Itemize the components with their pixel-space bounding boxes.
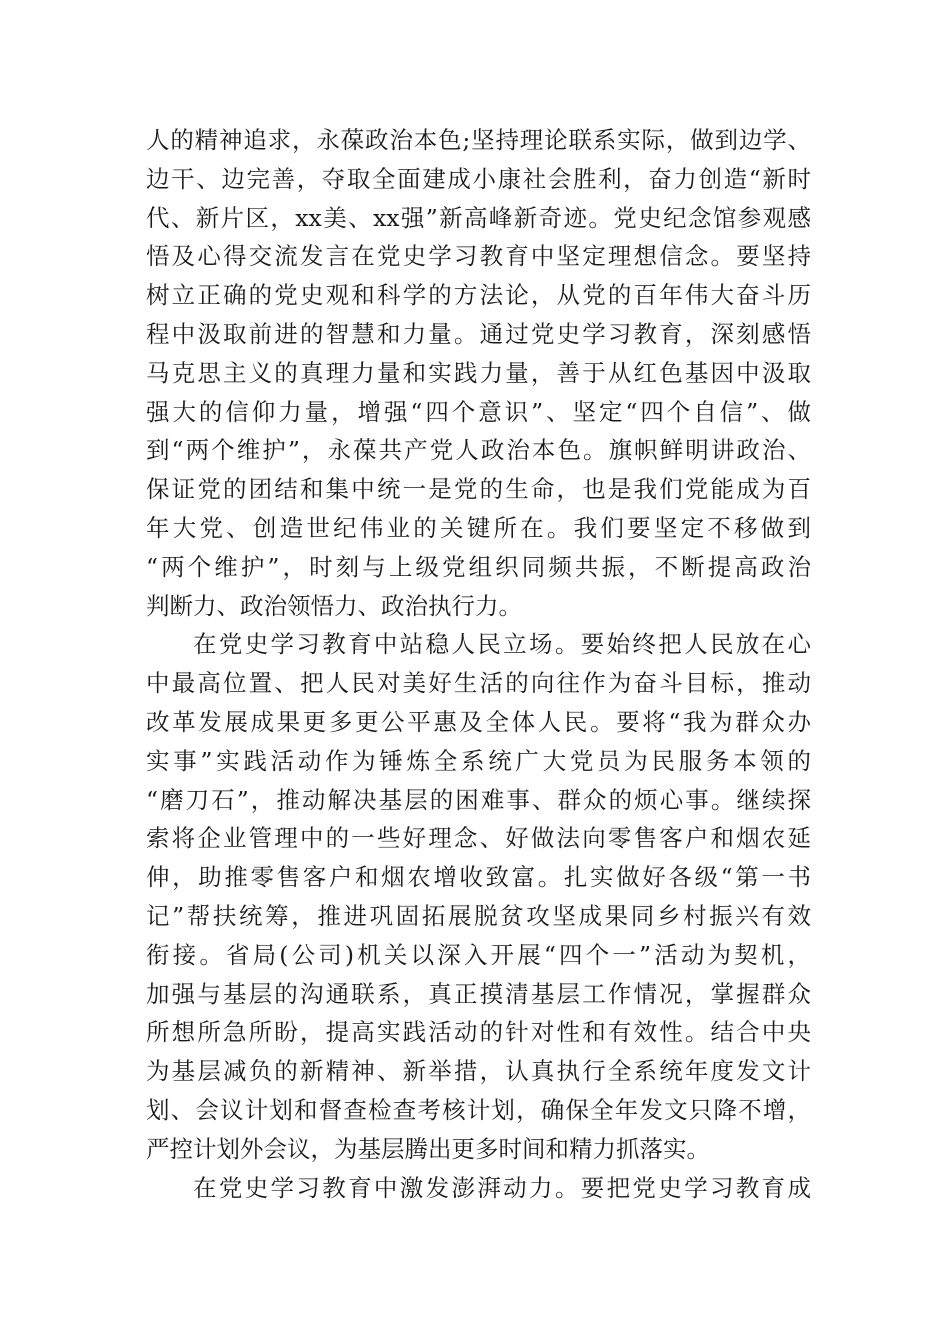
text-line: 实事”实践活动作为锤炼全系统广大党员为民服务本领的 [146, 746, 811, 775]
text-line: 悟及心得交流发言在党史学习教育中坚定理想信念。要坚持 [146, 242, 811, 271]
text-line: 改革发展成果更多更公平惠及全体人民。要将“我为群众办 [146, 707, 811, 736]
text-line: 记”帮扶统筹，推进巩固拓展脱贫攻坚成果同乡村振兴有效 [146, 901, 811, 930]
text-line: 边干、边完善，夺取全面建成小康社会胜利，奋力创造“新时 [146, 164, 811, 193]
text-line: 所想所急所盼，提高实践活动的针对性和有效性。结合中央 [146, 1018, 811, 1047]
text-line: “磨刀石”，推动解决基层的困难事、群众的烦心事。继续探 [146, 785, 811, 814]
paragraph-start-line: 在党史学习教育中站稳人民立场。要始终把人民放在心 [193, 630, 811, 659]
text-line: 伸，助推零售客户和烟农增收致富。扎实做好各级“第一书 [146, 863, 811, 892]
text-line: 树立正确的党史观和科学的方法论，从党的百年伟大奋斗历 [146, 281, 811, 310]
text-line: 判断力、政治领悟力、政治执行力。 [146, 591, 522, 620]
text-line: 为基层减负的新精神、新举措，认真执行全系统年度发文计 [146, 1057, 811, 1086]
text-line: 年大党、创造世纪伟业的关键所在。我们要坚定不移做到 [146, 513, 811, 542]
text-line: 到“两个维护”，永葆共产党人政治本色。旗帜鲜明讲政治、 [146, 436, 811, 465]
text-line: 马克思主义的真理力量和实践力量，善于从红色基因中汲取 [146, 358, 811, 387]
text-line: 中最高位置、把人民对美好生活的向往作为奋斗目标，推动 [146, 669, 811, 698]
text-line: 程中汲取前进的智慧和力量。通过党史学习教育，深刻感悟 [146, 319, 811, 348]
text-line: 索将企业管理中的一些好理念、好做法向零售客户和烟农延 [146, 824, 811, 853]
text-line: 严控计划外会议，为基层腾出更多时间和精力抓落实。 [146, 1134, 710, 1163]
text-line: 保证党的团结和集中统一是党的生命，也是我们党能成为百 [146, 475, 811, 504]
paragraph-start-line: 在党史学习教育中激发澎湃动力。要把党史学习教育成 [193, 1173, 811, 1202]
text-line: 人的精神追求，永葆政治本色;坚持理论联系实际，做到边学、 [146, 126, 811, 154]
text-line: 代、新片区，xx美、xx强”新高峰新奇迹。党史纪念馆参观感 [146, 203, 811, 232]
text-line: 加强与基层的沟通联系，真正摸清基层工作情况，掌握群众 [146, 979, 811, 1008]
body-text [146, 121, 811, 1207]
text-line: 强大的信仰力量，增强“四个意识”、坚定“四个自信”、做 [146, 397, 811, 426]
text-line: 衔接。省局(公司)机关以深入开展“四个一”活动为契机， [146, 940, 811, 969]
text-line: 划、会议计划和督查检查考核计划，确保全年发文只降不增， [146, 1095, 811, 1124]
text-line: “两个维护”，时刻与上级党组织同频共振，不断提高政治 [146, 552, 811, 581]
